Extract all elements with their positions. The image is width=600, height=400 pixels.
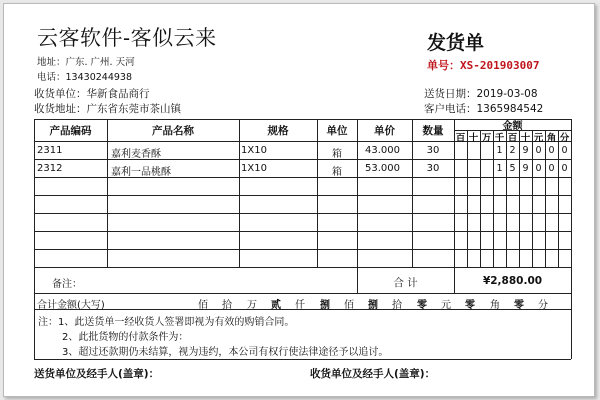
header-spec: 规格	[267, 125, 289, 137]
header-product-code: 产品编码	[49, 125, 92, 137]
digit-header: 十	[468, 133, 479, 144]
row1-price: 43.000	[365, 145, 400, 156]
table-border-right	[571, 119, 572, 359]
capital-amount-char: 分	[538, 300, 548, 311]
amount-digit: 0	[548, 145, 555, 156]
row2-price: 53.000	[365, 163, 400, 174]
delivery-date: 2019-03-08	[476, 88, 538, 100]
capital-amount-char: 角	[490, 300, 500, 311]
row2-code: 2312	[37, 163, 63, 174]
column-line	[357, 119, 358, 293]
digit-header: 元	[533, 133, 544, 144]
document-number-label: 单号：	[427, 59, 460, 72]
capital-amount-char: 捌	[320, 300, 330, 311]
digit-column-line	[467, 130, 468, 267]
amount-digit: 0	[535, 163, 542, 174]
column-line	[239, 119, 240, 267]
company-address: 广东. 广州. 天河	[65, 57, 135, 68]
customer-address: 广东省东莞市茶山镇	[86, 103, 181, 115]
customer-phone-label: 客户电话：	[424, 103, 477, 115]
document-number-row	[427, 57, 539, 73]
remark-label: 备注：	[52, 279, 82, 290]
company-address-label: 地址：	[37, 57, 66, 68]
header-price: 单价	[374, 125, 395, 137]
company-phone-label: 电话：	[37, 72, 66, 83]
capital-amount-char: 佰	[344, 300, 354, 311]
amount-digit: 1	[496, 145, 503, 156]
delivery-date-row	[424, 86, 538, 101]
column-line	[317, 119, 318, 267]
header-product-name: 产品名称	[152, 125, 194, 137]
capital-amount-char: 零	[514, 300, 524, 311]
column-line	[107, 119, 108, 267]
digit-header: 分	[559, 133, 570, 144]
row1-unit: 箱	[332, 149, 342, 160]
digit-header: 百	[455, 133, 466, 144]
total-label: 合 计	[393, 277, 418, 289]
amount-digit: 0	[548, 163, 555, 174]
company-phone-row	[37, 69, 132, 83]
row2-name: 嘉利一品桃酥	[111, 167, 171, 178]
column-line	[412, 119, 413, 267]
capital-amount-char: 仟	[295, 300, 305, 311]
customer-address-row	[34, 101, 181, 116]
capital-amount-char: 拾	[392, 300, 402, 311]
items-table	[34, 119, 571, 359]
capital-amount-char: 贰	[271, 300, 281, 311]
digit-header: 万	[481, 133, 492, 144]
table-border-bottom	[34, 359, 571, 360]
digit-column-line	[480, 130, 481, 267]
table-border-left	[34, 119, 35, 359]
customer-unit: 华新食品商行	[86, 88, 150, 100]
document-title: 发货单	[427, 32, 485, 54]
delivery-date-label: 送货日期：	[424, 88, 477, 100]
delivery-note-sheet	[3, 3, 595, 397]
capital-amount-label: 合计金额(大写)	[37, 300, 105, 311]
amount-digit: 0	[561, 145, 568, 156]
row-line	[34, 249, 571, 250]
row1-qty: 30	[426, 145, 440, 156]
row1-spec: 1X10	[241, 145, 267, 156]
note-1: 注：1、此送货单一经收货人签署即视为有效的购销合同。	[38, 317, 295, 328]
capital-amount-char: 佰	[198, 300, 208, 311]
digit-header: 角	[546, 133, 557, 144]
row-line	[34, 267, 571, 268]
customer-unit-row	[34, 86, 150, 101]
capital-amount-char: 零	[417, 300, 427, 311]
note-2: 2、此批货物的付款条件为：	[62, 332, 189, 343]
capital-amount-char: 万	[247, 300, 257, 311]
amount-digit: 0	[535, 145, 542, 156]
company-address-row	[37, 54, 135, 68]
digit-header: 十	[520, 133, 531, 144]
receiver-signature: 收货单位及经手人(盖章)：	[310, 368, 436, 380]
amount-digit: 9	[522, 145, 529, 156]
capital-amount-char: 拾	[222, 300, 232, 311]
header-qty: 数量	[422, 125, 444, 137]
sender-signature: 送货单位及经手人(盖章)：	[34, 368, 160, 380]
company-phone: 13430244938	[65, 72, 133, 83]
row-line	[34, 231, 571, 232]
customer-unit-label: 收货单位：	[34, 88, 87, 100]
amount-digit: 9	[522, 163, 529, 174]
row2-spec: 1X10	[241, 163, 267, 174]
row2-qty: 30	[426, 163, 440, 174]
amount-digit: 1	[496, 163, 503, 174]
customer-address-label: 收货地址：	[34, 103, 87, 115]
note-3: 3、超过还款期仍未结算，视为违约，本公司有权行使法律途径予以追讨。	[62, 347, 389, 358]
document-number: XS-201903007	[460, 59, 540, 72]
remark-bottom-line	[34, 293, 571, 294]
amount-digit: 0	[561, 163, 568, 174]
customer-phone-row	[424, 101, 543, 116]
row-line	[34, 213, 571, 214]
row2-unit: 箱	[332, 167, 342, 178]
amount-digit: 2	[509, 145, 516, 156]
amount-digit: 5	[509, 163, 516, 174]
capital-amount-char: 捌	[368, 300, 378, 311]
column-line	[454, 119, 455, 293]
header-unit: 单位	[326, 125, 348, 137]
digit-header: 千	[494, 133, 505, 144]
capital-amount-char: 零	[465, 300, 475, 311]
total-amount: ¥2,880.00	[482, 275, 543, 287]
capital-amount-char: 元	[441, 300, 451, 311]
row1-name: 嘉利麦香酥	[111, 149, 161, 160]
company-name: 云客软件-客似云来	[37, 26, 217, 50]
digit-header: 百	[507, 133, 518, 144]
row1-code: 2311	[37, 145, 63, 156]
row-line	[34, 195, 571, 196]
header-amount: 金额	[502, 121, 523, 132]
customer-phone: 1365984542	[476, 103, 544, 115]
